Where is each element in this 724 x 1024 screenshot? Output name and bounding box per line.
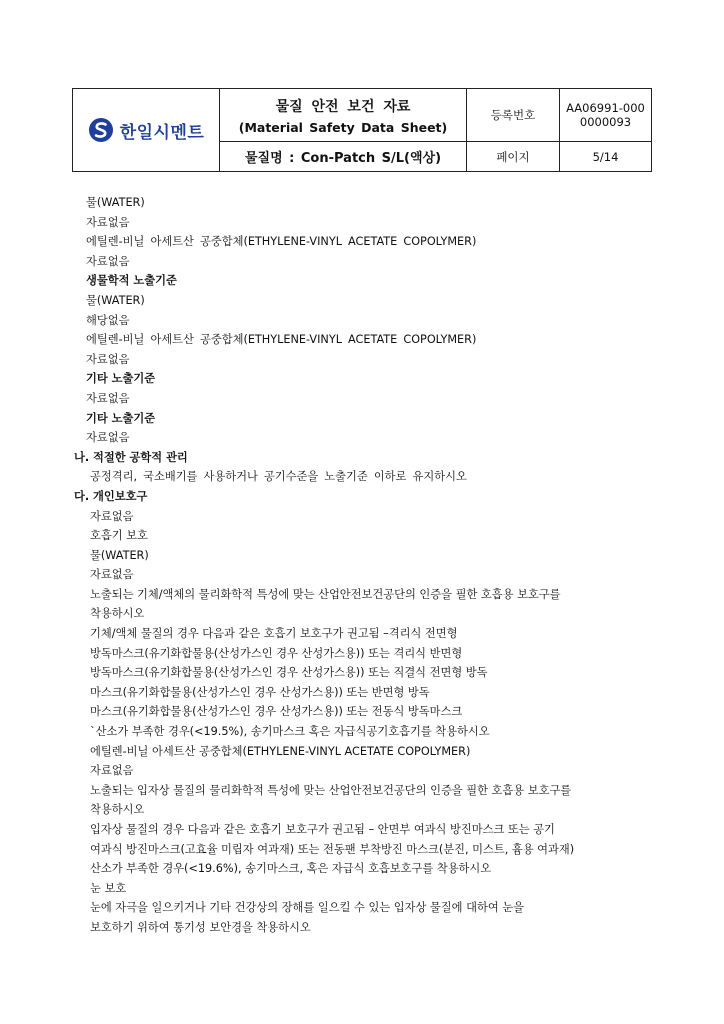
page-label: 페이지 — [496, 149, 530, 164]
body-line: 착용하시오 — [90, 607, 145, 621]
body-line: 자료없음 — [90, 764, 134, 778]
body-line: 여과식 방진마스크(고효율 미립자 여과재) 또는 전동팬 부착방진 마스크(분진, 미스트, 흄용 여과재) — [90, 842, 575, 856]
body-line: 에틸렌-비닐 아세트산 공중합체(ETHYLENE-VINYL ACETATE COPOLYMER) — [86, 333, 477, 347]
product-name: 물질명 : Con-Patch S/L(액상) — [244, 151, 442, 166]
subheading: 기타 노출기준 — [86, 411, 156, 425]
body-line: 방독마스크(유기화합물용(산성가스인 경우 산성가스용)) 또는 직결식 전면형 방독 — [90, 666, 488, 680]
body-line: 호흡기 보호 — [90, 529, 148, 543]
body-line: 에틸렌-비닐 아세트산 공중합체(ETHYLENE-VINYL ACETATE COPOLYMER) — [90, 744, 471, 758]
body-line: 착용하시오 — [90, 803, 145, 817]
body-line: 산소가 부족한 경우(<19.6%), 송기마스크, 혹은 자급식 호흡보호구를 착용하시오 — [90, 862, 492, 876]
body-line: 보호하기 위하여 통기성 보안경을 착용하시오 — [90, 920, 311, 934]
label-column — [467, 89, 560, 171]
body-line: 눈에 자극을 일으키거나 기타 건강상의 장해를 일으킬 수 있는 입자상 물질에 대하여 눈을 — [90, 901, 524, 915]
body-line: 마스크(유기화합물용(산성가스인 경우 산성가스용)) 또는 전동식 방독마스크 — [90, 705, 463, 719]
body-line: 자료없음 — [86, 431, 130, 445]
section-heading: 다. 개인보호구 — [74, 489, 148, 503]
value-column — [560, 89, 651, 171]
document-header — [72, 88, 652, 172]
registration-number-line1: AA06991-000 — [566, 101, 645, 115]
registration-number — [560, 89, 651, 142]
subheading: 생물학적 노출기준 — [86, 274, 177, 288]
company-logo-icon — [88, 117, 114, 143]
title-english: (Material Safety Data Sheet) — [238, 119, 448, 135]
body-line: 해당없음 — [86, 313, 130, 327]
body-line: 자료없음 — [90, 568, 134, 582]
body-line: 자료없음 — [86, 254, 130, 268]
body-line: 기체/액체 물질의 경우 다음과 같은 호흡기 보호구가 권고됨 –격리식 전면형 — [90, 627, 458, 641]
body-line: `산소가 부족한 경우(<19.5%), 송기마스크 혹은 자급식공기호흡기를 착용하시오 — [90, 725, 490, 739]
body-line: 노출되는 입자상 물질의 물리화학적 특성에 맞는 산업안전보건공단의 인증을 필한 호흡용 보호구를 — [90, 783, 572, 797]
registration-number-line2: 0000093 — [579, 115, 632, 129]
title-korean: 물질 안전 보건 자료 — [275, 98, 411, 115]
body-line: 자료없음 — [86, 215, 130, 229]
body-line: 자료없음 — [86, 391, 130, 405]
body-line: 입자상 물질의 경우 다음과 같은 호흡기 보호구가 권고됨 – 안면부 여과식 방진마스크 또는 공기 — [90, 823, 555, 836]
body-line: 물(WATER) — [86, 293, 145, 307]
body-line: 물(WATER) — [90, 548, 149, 562]
company-logo — [88, 117, 205, 143]
registration-label: 등록번호 — [467, 89, 559, 142]
body-line: 자료없음 — [90, 509, 134, 523]
body-line: 노출되는 기체/액체의 물리화학적 특성에 맞는 산업안전보건공단의 인증을 필한 호흡용 보호구를 — [90, 587, 561, 601]
logo-cell — [73, 89, 220, 171]
body-line: 눈 보호 — [90, 881, 127, 895]
body-line: 방독마스크(유기화합물용(산성가스인 경우 산성가스용)) 또는 격리식 반면형 — [90, 646, 463, 660]
section-heading: 나. 적절한 공학적 관리 — [74, 450, 188, 464]
subheading: 기타 노출기준 — [86, 372, 156, 386]
body-line: 물(WATER) — [86, 196, 145, 209]
body-line: 공정격리, 국소배기를 사용하거나 공기수준을 노출기준 이하로 유지하시오 — [90, 470, 467, 484]
title-cell — [220, 89, 467, 171]
body-line: 에틸렌-비닐 아세트산 공중합체(ETHYLENE-VINYL ACETATE COPOLYMER) — [86, 235, 477, 249]
company-name: 한일시멘트 — [119, 122, 205, 143]
page-number: 5/14 — [592, 149, 619, 164]
document-body — [72, 193, 662, 938]
body-line: 자료없음 — [86, 352, 130, 366]
body-line: 마스크(유기화합물용(산성가스인 경우 산성가스용)) 또는 반면형 방독 — [90, 685, 430, 699]
